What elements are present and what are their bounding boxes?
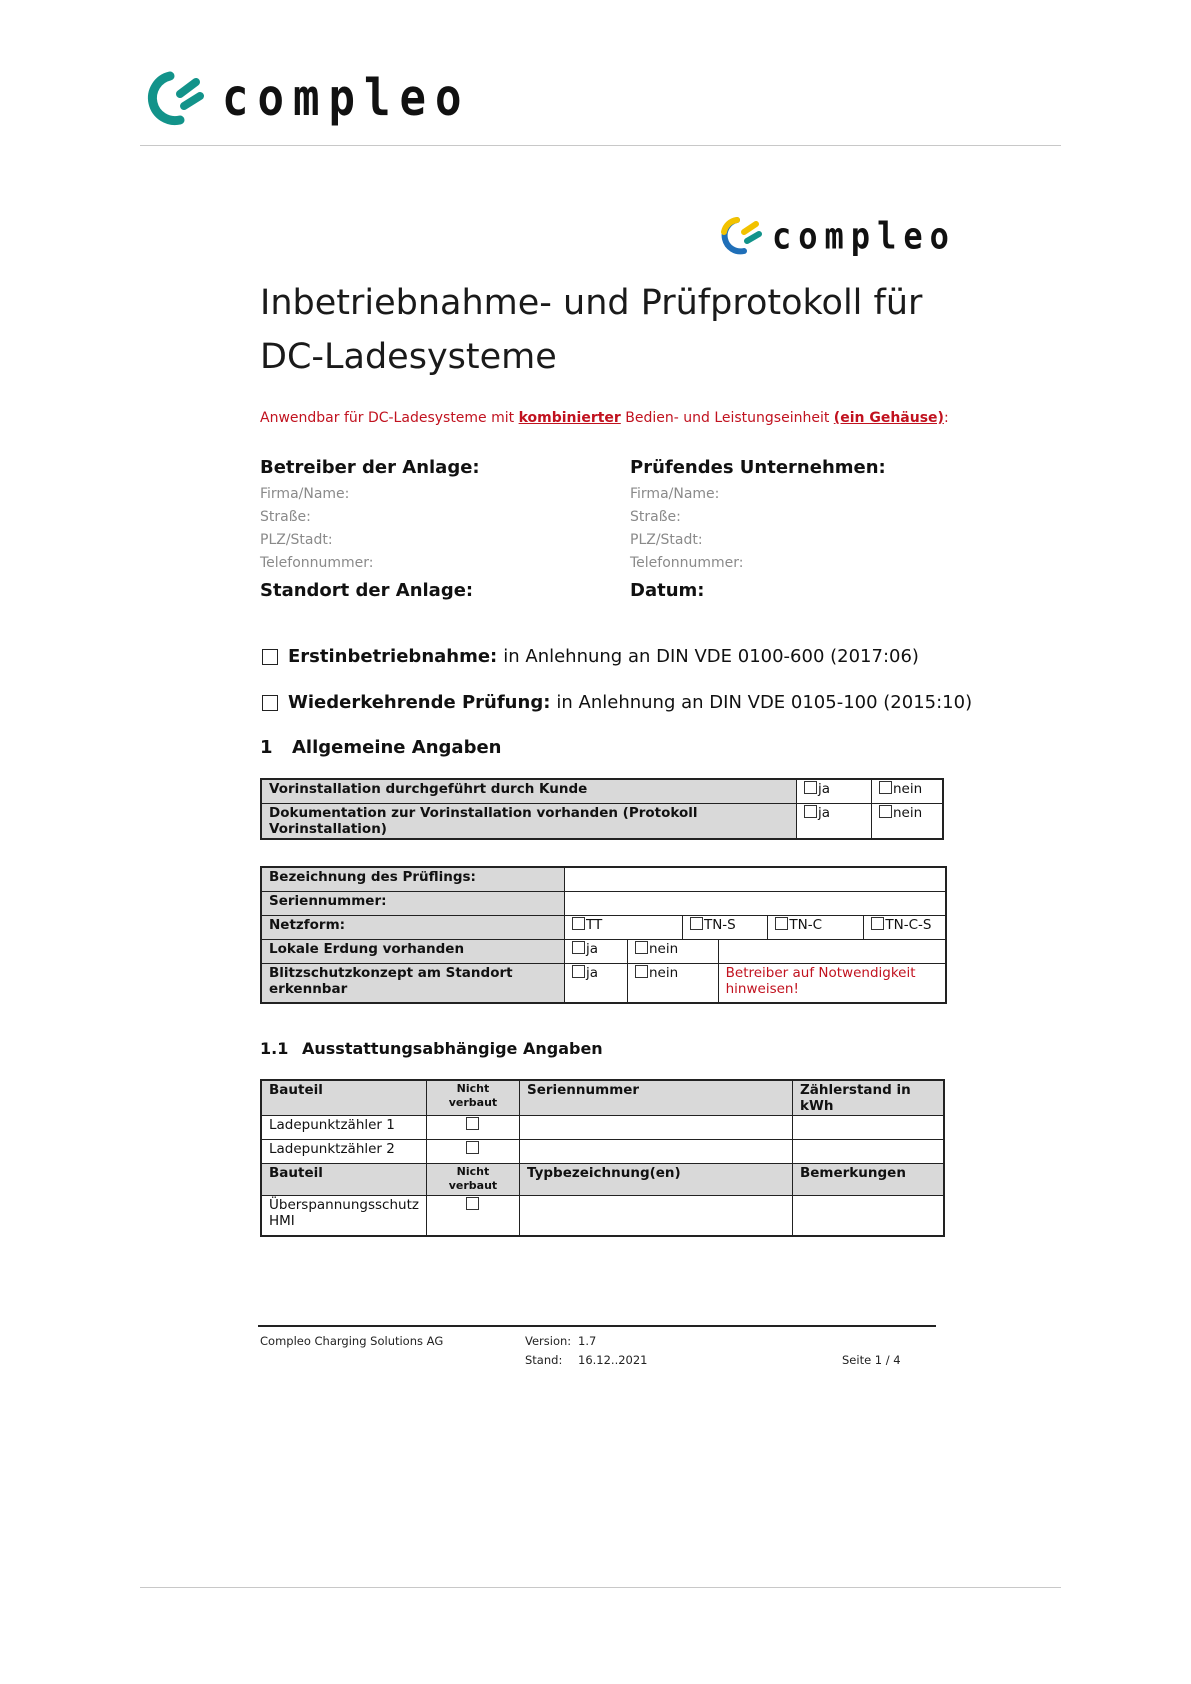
applicable-part-1: Anwendbar für DC-Ladesysteme mit [260,410,519,426]
earthing-no-cell[interactable] [628,939,719,963]
table-row [261,779,943,803]
first-commissioning-option[interactable] [262,646,919,667]
table-row [261,915,946,939]
table-row [261,867,946,891]
not-installed-header-2: Nicht verbaut [426,1164,519,1196]
yes-label: ja [586,940,599,957]
first-commissioning-checkbox[interactable] [262,649,278,665]
surge-protection-type[interactable] [519,1196,792,1236]
checkbox[interactable] [775,917,788,930]
document-title [260,276,922,384]
table-row [261,1196,944,1236]
serial-value[interactable] [565,891,947,915]
checkbox[interactable] [572,965,585,978]
checkbox[interactable] [466,1197,479,1210]
preinstallation-yes-cell[interactable] [797,779,872,803]
grid-option-label: TT [586,916,603,933]
title-line-1: Inbetriebnahme- und Prüfprotokoll für [260,283,923,323]
checkbox[interactable] [804,805,817,818]
recurring-inspection-option[interactable] [262,692,972,713]
no-label: nein [893,804,923,821]
operator-field-street: Straße: [260,509,311,525]
no-label: nein [649,964,679,981]
checkbox[interactable] [804,781,817,794]
operator-heading: Betreiber der Anlage: [260,457,480,478]
no-label: nein [649,940,679,957]
serial-label: Seriennummer: [261,891,565,915]
component-header: Bauteil [261,1080,426,1116]
operator-field-name: Firma/Name: [260,486,350,502]
footer-company: Compleo Charging Solutions AG [260,1334,444,1348]
section-1-heading [260,737,501,758]
first-commissioning-label: Erstinbetriebnahme: [288,646,498,667]
grid-option-label: TN-C [789,916,823,933]
table-row [261,891,946,915]
recurring-inspection-text: in Anlehnung an DIN VDE 0105-100 (2015:10) [556,692,973,713]
title-line-2: DC-Ladesysteme [260,337,557,377]
first-commissioning-text: in Anlehnung an DIN VDE 0100-600 (2017:06) [503,646,919,667]
header-divider [140,145,1061,146]
preinstallation-no-cell[interactable] [872,779,944,803]
test-object-table [260,866,947,1004]
grid-label: Netzform: [261,915,565,939]
applicability-note [260,410,949,426]
recurring-inspection-checkbox[interactable] [262,695,278,711]
grid-option-tn-c-s[interactable] [864,915,946,939]
footer-version-label: Version: [525,1334,572,1348]
meter-1-label: Ladepunktzähler 1 [261,1116,426,1140]
yes-label: ja [818,804,831,821]
component-header-2: Bauteil [261,1164,426,1196]
document-logo-text: compleo [772,214,956,258]
inspector-field-street: Straße: [630,509,681,525]
document-logo [718,214,956,258]
table-row [261,963,946,1003]
checkbox[interactable] [879,805,892,818]
checkbox[interactable] [635,941,648,954]
checkbox[interactable] [879,781,892,794]
yes-label: ja [586,964,599,981]
serial-header: Seriennummer [519,1080,792,1116]
meter-1-reading[interactable] [792,1116,944,1140]
header-logo-text: compleo [222,69,471,128]
meter-2-serial[interactable] [519,1140,792,1164]
checkbox[interactable] [635,965,648,978]
table-row [261,1164,944,1196]
table-row [261,1116,944,1140]
section-1-title: Allgemeine Angaben [292,737,502,758]
checkbox[interactable] [572,917,585,930]
earthing-label: Lokale Erdung vorhanden [261,939,565,963]
documentation-label: Dokumentation zur Vorinstallation vorhanden (Protokoll Vorinstallation) [261,803,797,839]
surge-protection-not-installed[interactable] [426,1196,519,1236]
grid-option-tn-s[interactable] [682,915,767,939]
applicable-part-3: : [943,410,949,426]
table-row [261,803,943,839]
compleo-plug-color-icon [718,214,764,258]
inspector-field-city: PLZ/Stadt: [630,532,703,548]
section-1-number: 1 [260,737,273,758]
table-row [261,939,946,963]
footer-version: 1.7 [578,1334,597,1348]
table-row [261,1140,944,1164]
equipment-table [260,1079,945,1237]
recurring-inspection-label: Wiederkehrende Prüfung: [288,692,551,713]
inspector-heading: Prüfendes Unternehmen: [630,457,886,478]
location-heading: Standort der Anlage: [260,580,474,601]
inspector-field-name: Firma/Name: [630,486,720,502]
no-label: nein [893,781,923,797]
applicable-bold-1: kombinierter [518,410,621,426]
footer-page: Seite 1 / 4 [842,1353,901,1367]
earthing-empty-cell [718,939,946,963]
footer-divider [258,1325,936,1327]
grid-option-tn-c[interactable] [768,915,864,939]
lightning-no-cell[interactable] [628,963,719,1003]
grid-option-tt[interactable] [565,915,683,939]
footer-date-label: Stand: [525,1353,563,1367]
date-heading: Datum: [630,580,705,601]
checkbox[interactable] [572,941,585,954]
applicable-bold-2: (ein Gehäuse) [833,410,944,426]
surge-protection-remarks[interactable] [792,1196,944,1236]
lightning-note: Betreiber auf Notwendigkeit hinweisen! [718,963,946,1003]
applicable-part-2: Bedien- und Leistungseinheit [620,410,834,426]
surge-protection-label: Überspannungsschutz HMI [261,1196,426,1236]
footer-date: 16.12..2021 [578,1353,648,1367]
meter-2-not-installed[interactable] [426,1140,519,1164]
header-logo [140,68,470,130]
checkbox[interactable] [466,1141,479,1154]
operator-field-phone: Telefonnummer: [260,555,374,571]
meter-1-not-installed[interactable] [426,1116,519,1140]
compleo-plug-icon [140,68,208,130]
grid-option-label: TN-C-S [885,916,932,933]
section-1-1-heading [260,1039,603,1058]
section-1-1-title: Ausstattungsabhängige Angaben [302,1039,603,1058]
not-installed-header: Nicht verbaut [426,1080,519,1116]
designation-label: Bezeichnung des Prüflings: [261,867,565,891]
type-header: Typbezeichnung(en) [519,1164,792,1196]
bottom-divider [140,1587,1061,1588]
meter-2-label: Ladepunktzähler 2 [261,1140,426,1164]
meter-1-serial[interactable] [519,1116,792,1140]
lightning-label: Blitzschutzkonzept am Standort erkennbar [261,963,565,1003]
documentation-yes-cell[interactable] [797,803,872,839]
meter-2-reading[interactable] [792,1140,944,1164]
remarks-header: Bemerkungen [792,1164,944,1196]
lightning-yes-cell[interactable] [565,963,628,1003]
checkbox[interactable] [871,917,884,930]
operator-field-city: PLZ/Stadt: [260,532,333,548]
grid-option-label: TN-S [703,916,736,933]
preinstallation-label: Vorinstallation durchgeführt durch Kunde [261,779,797,803]
designation-value[interactable] [565,867,947,891]
inspector-field-phone: Telefonnummer: [630,555,744,571]
checkbox[interactable] [466,1117,479,1130]
documentation-no-cell[interactable] [872,803,944,839]
earthing-yes-cell[interactable] [565,939,628,963]
meter-header: Zählerstand in kWh [792,1080,944,1116]
table-row [261,1080,944,1116]
section-1-1-number: 1.1 [260,1039,289,1058]
checkbox[interactable] [690,917,703,930]
yes-label: ja [818,781,831,797]
preinstallation-table [260,778,944,840]
